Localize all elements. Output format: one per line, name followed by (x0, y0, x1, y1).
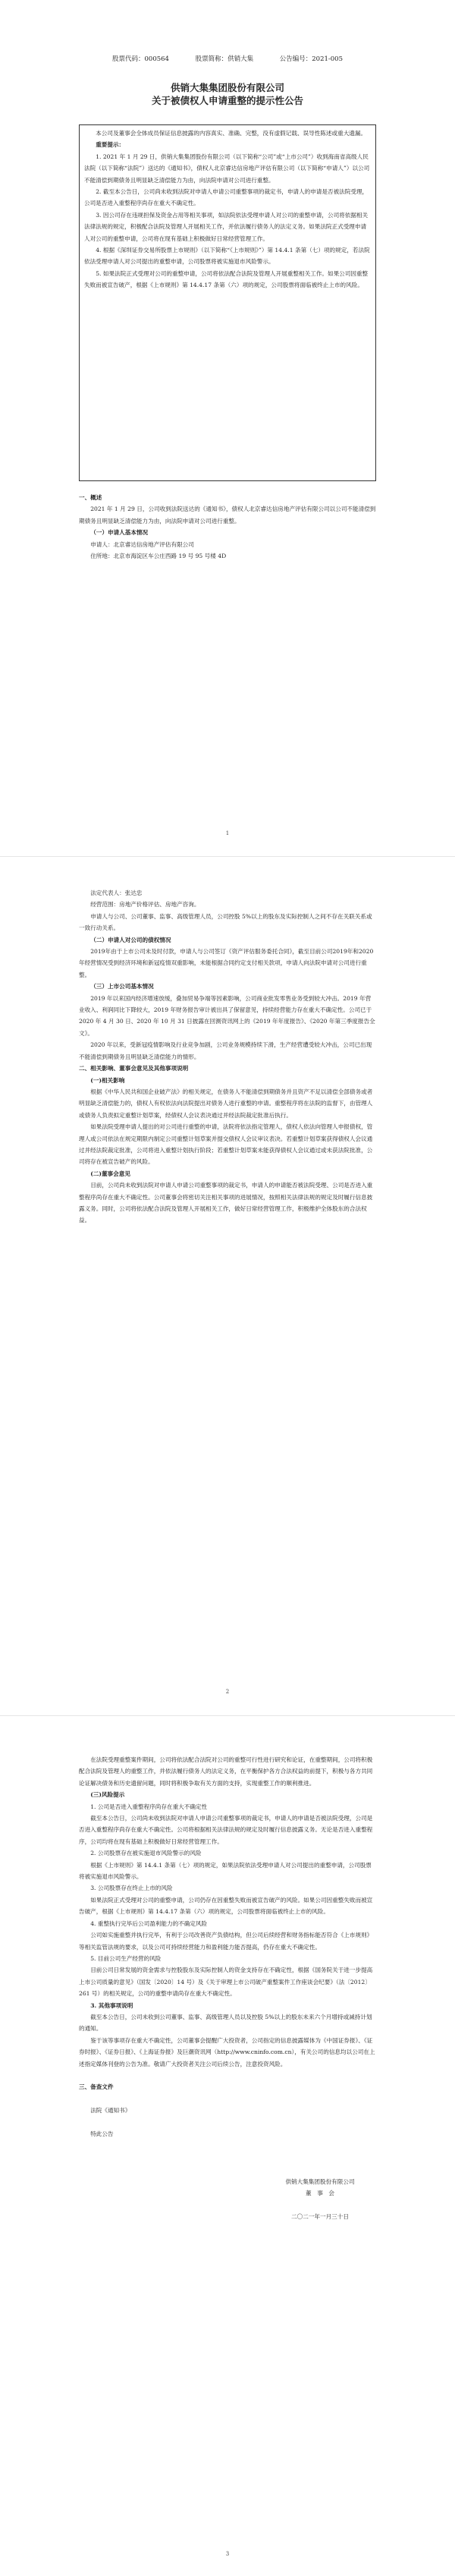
impact-text-1: 根据《中华人民共和国企业破产法》的相关规定，在债务人不能清偿到期债务并且资产不足以清偿全部债务或者明显缺乏清偿能力的，债权人有权依法向法院提出对债务人进行重整的申请。重整程序将在法院的监督下，由管理人或债务人负责拟定重整计划草案，经债权人会议表决通过并经法院裁定批准后执行。 (79, 1088, 373, 1119)
risk-2-heading: 2. 公司股票存在被实施退市风险警示的风险 (90, 1850, 202, 1857)
company-info-2: 2020 年以来，受新冠疫情影响及行业竞争加剧，公司业务规模持续下滑，生产经营遭受较大冲击，公司已出现不能清偿到期债务且明显缺乏清偿能力的情形。 (79, 1041, 372, 1060)
document-title (0, 81, 455, 107)
section-3-heading: 三、备查文件 (79, 2083, 114, 2091)
section-1-heading: 一、概述 (79, 494, 102, 501)
page-1 (0, 0, 455, 856)
relationship-statement: 申请人与公司、公司董事、监事、高级管理人员，公司控股 5%以上的股东及实际控制人之间不存在关联关系或一致行动关系。 (79, 912, 372, 932)
debt-description: 2019年由于上市公司未及时付款，申请人与公司签订《资产评估服务委托合同》，截至目前公司2019年和2020年经营情况受到经济环境和新冠疫情双重影响，未能根据合同约定支付相关款项，申请人向法院申请对公司进行重整。 (79, 948, 374, 978)
risk-5-heading: 5. 目前公司生产经营的风险 (90, 1954, 162, 1962)
signature-date: 二〇二一年一月三十日 (291, 2213, 349, 2221)
statement-box (79, 124, 376, 481)
legal-representative: 法定代表人：张达忠 (90, 890, 143, 896)
company-info-heading: （三）上市公司基本情况 (90, 983, 154, 990)
risk-4-heading: 4. 重整执行完毕后公司盈利能力的不确定风险 (90, 1919, 208, 1927)
title-line-2: 关于被债权人申请重整的提示性公告 (151, 95, 303, 106)
impact-heading: (一)相关影响 (90, 1076, 125, 1084)
page-number: 3 (225, 2551, 230, 2557)
key-point-1: 1. 2021 年 1 月 29 日，供销大集集团股份有限公司（以下简称“公司”或“上市公司”）收到海南省高级人民法院（以下简称“法院”）送达的《通知书》，债权人北京睿达信房地产评估有限公司（以下简称“申请人”）以公司不能清偿到期债务且明显缺乏清偿能力为由，向法院申请对公司进行重整。 (84, 153, 370, 184)
page-number: 1 (225, 830, 230, 836)
company-info-1: 2019 年以来国内经济增速放缓，叠加贸易争端等因素影响，公司商业批发零售业务受到较大冲击。2019 年营业收入、利润同比下降较大，2019 年财务报告审计被出具了保留意见，持续经营能力存在重大不确定性。公司已于 2020 年 4 月 30 日、2020 年 10 月 31 日披露在回测资讯网上的《2019 年年度报告》、《2020 年第三季度报告全文》。 (79, 994, 375, 1037)
page-2 (0, 857, 455, 1715)
applicant-heading: （一）申请人基本情况 (90, 529, 149, 537)
overview-intro: 2021 年 1 月 29 日，公司收到法院送达的《通知书》，债权人北京睿达信房地产评估有限公司以公司不能清偿到期债务且明显缺乏清偿能力为由，向法院申请对公司进行重整。 (79, 505, 376, 524)
section-overview (79, 492, 376, 562)
applicant-details (79, 887, 376, 1227)
applicant-name: 申请人：北京睿达信房地产评估有限公司 (90, 540, 194, 548)
risk-section (79, 1754, 376, 2140)
other-matters-text: 截至本公告日，公司未收到公司董事、监事、高级管理人员以及控股 5%以上的股东未来六个月增持或减持计划的通知。 (79, 2013, 372, 2033)
signature-block (267, 2176, 373, 2223)
risk-3-heading: 3. 公司股票存在终止上市的风险 (90, 1885, 173, 1892)
key-points-heading: 重要提示： (96, 141, 125, 149)
signature-company: 供销大集集团股份有限公司 (285, 2178, 355, 2185)
risk-1-heading: 1. 公司是否进入重整程序尚存在重大不确定性 (90, 1803, 208, 1810)
key-point-2: 2. 截至本公告日，公司尚未收到法院对申请人申请公司重整事项的裁定书，申请人的申请是否被法院受理，公司是否进入重整程序尚存在重大不确定性。 (84, 188, 369, 207)
key-point-5: 5. 如果法院正式受理对公司的重整申请，公司将依法配合法院及管理人开展重整相关工作。如果公司因重整失败而被宣告破产，根据《上市规则》第 14.4.17 条第（六）项的规定，公司股票将面临被终止上市的风险。 (84, 269, 369, 289)
risk-heading: (三)风险提示 (90, 1791, 125, 1799)
key-point-4: 4. 根据《深圳证券交易所股票上市规则》（以下简称“《上市规则》”）第 14.4.1 条第（七）项的规定，若法院依法受理申请人对公司提出的重整申请，公司股票将被实施退市风险警示。 (84, 247, 370, 266)
media-statement: 鉴于该等事项存在重大不确定性，公司董事会提醒广大投资者，公司指定的信息披露媒体为《中国证券报》、《证券时报》、《证券日报》、《上海证券报》及巨潮资讯网（http://www.cninfo.com.cn），有关公司的信息均以公司在上述指定媒体刊登的公告为准。敬请广大投资者关注公司后续公告，注意投资风险。 (79, 2036, 375, 2067)
debt-heading: （二）申请人对公司的债权情况 (90, 936, 171, 943)
other-matters-heading: 3. 其他事项说明 (90, 2001, 133, 2009)
risk-2-text: 根据《上市规则》第 14.4.1 条第（七）项的规定，如果法院依法受理申请人对公司提出的重整申请，公司股票将被实施退市风险警示。 (79, 1861, 372, 1881)
reference-document: 法院《通知书》 (90, 2107, 131, 2115)
page-number: 2 (225, 1689, 230, 1695)
notice-number: 公告编号：2021-005 (279, 55, 343, 63)
business-scope: 经营范围：房地产价格评估、房地产咨询。 (90, 901, 200, 909)
section-2-heading: 二、相关影响、董事会意见及其他事项说明 (79, 1065, 189, 1072)
stock-name: 股票简称：供销大集 (195, 55, 254, 63)
title-line-1: 供销大集集团股份有限公司 (170, 82, 284, 93)
risk-5-text: 目前公司日常发展的资金需求与控股股东及实际控制人的资金支持存在不确定性，根据《国务院关于进一步提高上市公司质量的意见》（国发〔2020〕14 号）及《关于审理上市公司破产重整案件工作座谈会纪要》（法〔2012〕261 号）的相关规定，公司的重整申请尚存在重大不确定性。 (79, 1967, 373, 1998)
board-opinion-heading: (二)董事会意见 (90, 1170, 130, 1177)
signature-board: 董 事 会 (306, 2190, 334, 2197)
risk-1-text: 截至本公告日，公司尚未收到法院对申请人申请公司重整事项的裁定书，申请人的申请是否被法院受理，公司是否进入重整程序尚存在重大不确定性。公司将根据相关法律法规的规定及时履行信息披露义务。无论是否进入重整程序，公司均将在现有基础上积极做好日常经营管理工作。 (79, 1815, 373, 1845)
stock-code: 股票代码：000564 (112, 55, 169, 63)
key-point-3: 3. 因公司存在违规担保及资金占用等相关事项，如法院依法受理申请人对公司的重整申请，公司将依据相关法律法规的规定，积极配合法院及管理人开展相关工作，并依法履行债务人的法定义务。如果法院正式受理申请人对公司的重整申请，公司将在现有基础上积极做好日常经营管理工作。 (84, 211, 369, 242)
header-line (112, 54, 343, 63)
carry-over-text: 在法院受理重整案件期间，公司将依法配合法院对公司的重整可行性进行研究和论证，在重整期间，公司将积极配合法院及管理人的重整工作，并依法履行债务人的法定义务，在平衡保护各方合法权益的前提下，积极与各方共同论证解决债务和历史遗留问题，同时将积极争取有关方面的支持，实现重整工作的顺利推进。 (79, 1756, 373, 1787)
board-statement: 本公司及董事会全体成员保证信息披露的内容真实、准确、完整，没有虚假记载、误导性陈述或重大遗漏。 (96, 130, 367, 137)
board-opinion-text: 目前，公司尚未收到法院对申请人申请公司重整事项的裁定书，申请人的申请能否被法院受理、公司是否进入重整程序尚存在重大不确定性。公司董事会将密切关注相关事项的进展情况，按照相关法律法规的规定及时履行信息披露义务。同时，公司将依法配合法院及管理人开展相关工作，做好日常经营管理工作，积极维护全体股东的合法权益。 (79, 1182, 373, 1224)
page-3 (0, 1716, 455, 2576)
risk-3-text: 如果法院正式受理对公司的重整申请，公司仍存在因重整失败而被宣告破产的风险。如果公司因重整失败而被宣告破产，根据《上市规则》第 14.4.17 条第（六）项的规定，公司股票将面临被终止上市的风险。 (79, 1896, 373, 1916)
applicant-address: 住所地：北京市海淀区车公庄西路 19 号 95 号楼 4D (90, 553, 227, 560)
impact-text-2: 如果法院受理申请人提出的对公司进行重整的申请，法院将依法指定管理人，债权人依法向管理人申报债权，管理人或公司依法在规定期限内制定公司重整计划草案并提交债权人会议审议表决。若重整计划草案获得债权人会议通过并经法院裁定批准，公司将进入重整计划执行阶段；若重整计划草案未能获得债权人会议通过或未获法院批准，公司将存在被宣告破产的风险。 (79, 1123, 373, 1166)
closing-remark: 特此公告 (90, 2130, 114, 2137)
risk-4-text: 公司如实施重整并执行完毕，有利于公司改善资产负债结构，但公司后续经营和财务指标能否符合《上市规则》等相关监管法规的要求，以及公司可持续经营能力和盈利能力能否提高，仍存在重大不确定性。 (79, 1932, 373, 1951)
